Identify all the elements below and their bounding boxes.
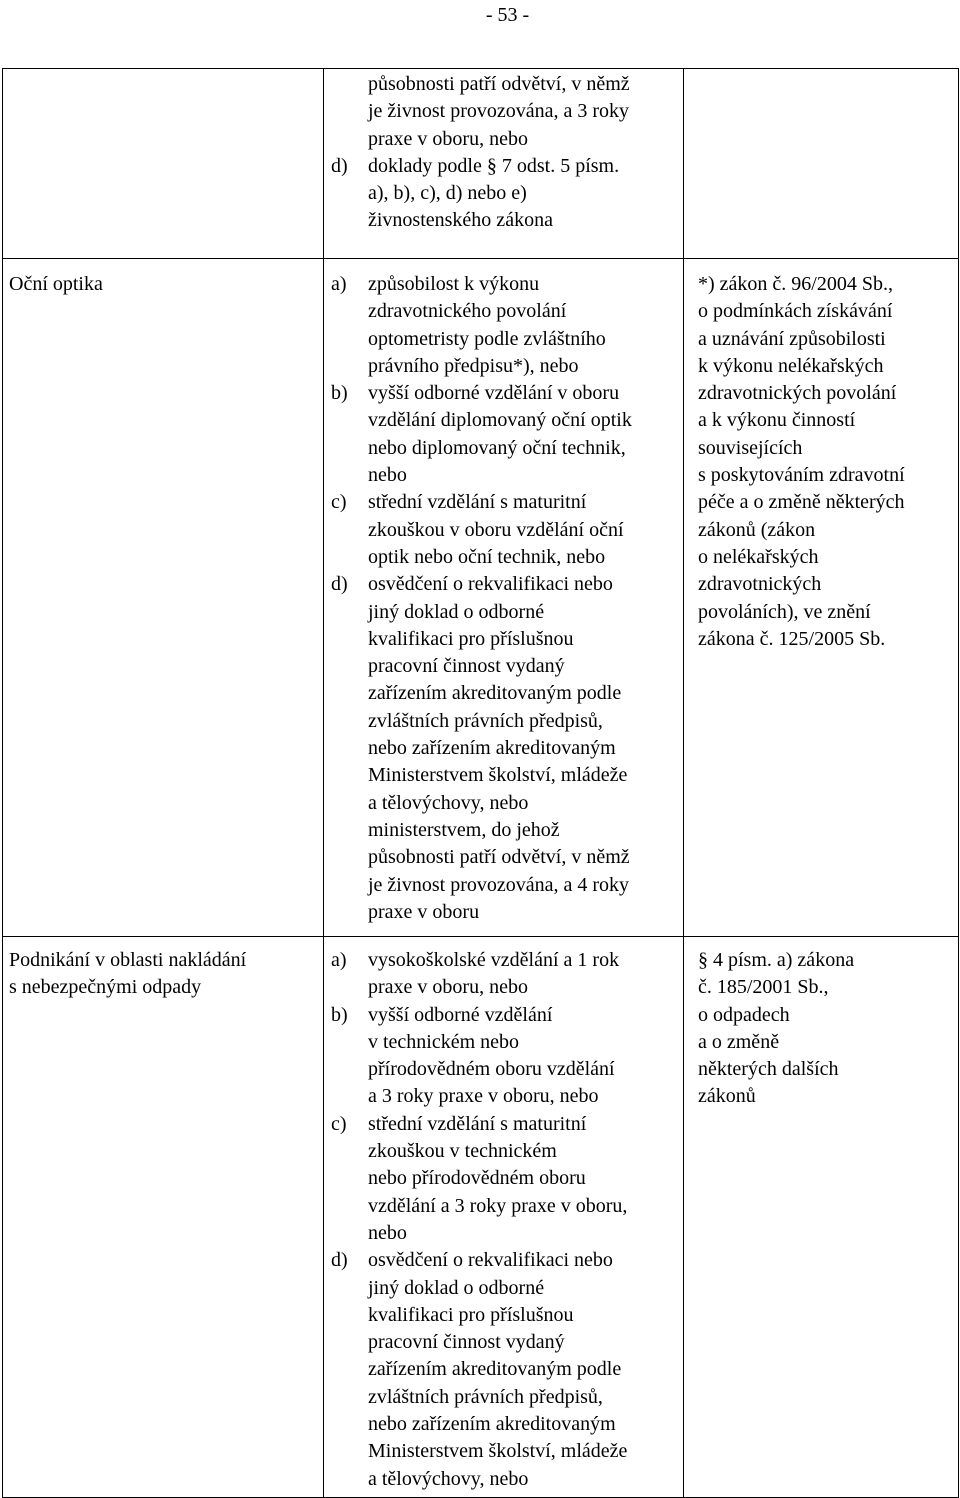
qualification-item [331, 947, 683, 1002]
table-row [3, 259, 959, 937]
qualification-item [331, 380, 683, 489]
item-text [368, 380, 683, 489]
text-line: souvisejících [698, 436, 803, 459]
text-line: vyšší odborné vzdělání [368, 1003, 553, 1026]
requirements-table [2, 68, 959, 1498]
item-marker: b) [331, 382, 348, 405]
qualification-item [331, 1002, 683, 1111]
text-line: o odpadech [698, 1003, 790, 1026]
text-line: vzdělání a 3 roky praxe v oboru, [368, 1194, 628, 1217]
text-line: Podnikání v oblasti nakládání [9, 949, 247, 971]
text-line: a o změně [698, 1030, 780, 1053]
qualification-cell [324, 259, 684, 937]
item-text [368, 947, 683, 1002]
text-line: jiný doklad o odborné [368, 600, 545, 623]
text-line: osvědčení o rekvalifikaci nebo [368, 1249, 613, 1272]
table-row [3, 937, 959, 1498]
item-text [368, 489, 683, 571]
text-line: vyšší odborné vzdělání v oboru [368, 382, 620, 405]
item-marker: a) [331, 949, 347, 971]
item-marker [331, 71, 368, 153]
text-line: nebo [368, 464, 407, 487]
text-line: kvalifikaci pro příslušnou [368, 627, 574, 650]
text-line: a k výkonu činností [698, 409, 856, 432]
text-line: zdravotnických povolání [698, 382, 897, 405]
legal-basis-cell [684, 937, 959, 1498]
text-line: zkouškou v oboru vzdělání oční [368, 518, 624, 541]
legal-basis-cell [684, 69, 959, 259]
text-line: optik nebo oční technik, nebo [368, 545, 606, 568]
text-line: doklady podle § 7 odst. 5 písm. [368, 154, 620, 177]
text-line: živnostenského zákona [368, 209, 553, 232]
qualification-item [331, 153, 683, 235]
text-line: vysokoškolské vzdělání a 1 rok [368, 949, 620, 971]
text-line: střední vzdělání s maturitní [368, 491, 587, 514]
text-line: optometristy podle zvláštního [368, 327, 606, 350]
activity-cell [3, 937, 324, 1498]
text-line: povoláních), ve znění [698, 600, 871, 623]
text-line: zvláštních právních předpisů, [368, 1385, 603, 1408]
item-marker: d) [331, 573, 348, 596]
item-text [368, 1247, 683, 1493]
text-line: § 4 písm. a) zákona [698, 949, 855, 971]
qualification-item [331, 1111, 683, 1247]
item-marker: c) [331, 491, 347, 514]
text-line: nebo zařízením akreditovaným [368, 1413, 616, 1436]
text-line: s nebezpečnými odpady [9, 976, 202, 999]
text-line: v technickém nebo [368, 1030, 520, 1053]
text-line: a), b), c), d) nebo e) [368, 182, 527, 205]
table-row [3, 69, 959, 259]
text-line: je živnost provozována, a 3 roky [368, 100, 630, 123]
text-line: nebo diplomovaný oční technik, [368, 436, 626, 459]
text-line: pracovní činnost vydaný [368, 655, 565, 678]
text-line: praxe v oboru [368, 900, 480, 923]
text-line: působnosti patří odvětví, v němž [368, 73, 630, 95]
text-line: střední vzdělání s maturitní [368, 1112, 587, 1135]
text-line: některých dalších [698, 1058, 839, 1081]
text-line: nebo zařízením akreditovaným [368, 737, 616, 760]
qualification-item [331, 489, 683, 571]
text-line: o nelékařských [698, 545, 819, 568]
text-line: právního předpisu*), nebo [368, 354, 579, 377]
qualification-item [331, 571, 683, 926]
item-marker: d) [331, 154, 348, 177]
item-text [368, 153, 683, 235]
text-line: působnosti patří odvětví, v němž [368, 846, 630, 869]
text-line: pracovní činnost vydaný [368, 1331, 565, 1354]
text-line: zkouškou v technickém [368, 1140, 557, 1163]
text-line: praxe v oboru, nebo [368, 127, 528, 150]
text-line: způsobilost k výkonu [368, 273, 540, 295]
text-line: k výkonu nelékařských [698, 354, 884, 377]
text-line: péče a o změně některých [698, 491, 905, 514]
activity-cell [3, 69, 324, 259]
text-line: o podmínkách získávání [698, 300, 893, 323]
text-line: a tělovýchovy, nebo [368, 791, 529, 814]
activity-cell [3, 259, 324, 937]
item-marker: a) [331, 273, 347, 295]
text-line: osvědčení o rekvalifikaci nebo [368, 573, 613, 596]
text-line: s poskytováním zdravotní [698, 464, 905, 487]
item-marker: c) [331, 1112, 347, 1135]
text-line: zvláštních právních předpisů, [368, 709, 603, 732]
item-text [368, 1111, 683, 1247]
text-line: zákona č. 125/2005 Sb. [698, 627, 886, 650]
text-line: je živnost provozována, a 4 roky [368, 873, 630, 896]
text-line: nebo přírodovědném oboru [368, 1167, 586, 1190]
text-line: kvalifikaci pro příslušnou [368, 1303, 574, 1326]
qualification-item [331, 271, 683, 380]
text-line: zařízením akreditovaným podle [368, 1358, 622, 1381]
text-line: nebo [368, 1221, 407, 1244]
page-number: - 53 - [485, 4, 530, 26]
text-line: Oční optika [9, 273, 103, 295]
item-text [368, 271, 683, 380]
text-line: a tělovýchovy, nebo [368, 1467, 529, 1490]
item-text [368, 1002, 683, 1111]
text-line: zdravotnických [698, 573, 822, 596]
text-line: zdravotnického povolání [368, 300, 567, 323]
text-line: praxe v oboru, nebo [368, 976, 528, 999]
text-line: jiný doklad o odborné [368, 1276, 545, 1299]
text-line: Ministerstvem školství, mládeže [368, 1440, 628, 1463]
text-line: *) zákon č. 96/2004 Sb., [698, 273, 893, 295]
legal-basis-cell [684, 259, 959, 937]
qualification-cell [324, 69, 684, 259]
item-text [368, 71, 683, 153]
item-marker: d) [331, 1249, 348, 1272]
text-line: přírodovědném oboru vzdělání [368, 1058, 615, 1081]
text-line: Ministerstvem školství, mládeže [368, 764, 628, 787]
text-line: zákonů [698, 1085, 756, 1108]
item-text [368, 571, 683, 926]
text-line: ministerstvem, do jehož [368, 818, 560, 841]
qualification-cell [324, 937, 684, 1498]
qualification-item [331, 71, 683, 153]
text-line: vzdělání diplomovaný oční optik [368, 409, 632, 432]
table-body [3, 69, 959, 1498]
text-line: a uznávání způsobilosti [698, 327, 886, 350]
text-line: zákonů (zákon [698, 518, 816, 541]
item-marker: b) [331, 1003, 348, 1026]
text-line: zařízením akreditovaným podle [368, 682, 622, 705]
text-line: č. 185/2001 Sb., [698, 976, 829, 999]
qualification-item [331, 1247, 683, 1493]
text-line: a 3 roky praxe v oboru, nebo [368, 1085, 599, 1108]
